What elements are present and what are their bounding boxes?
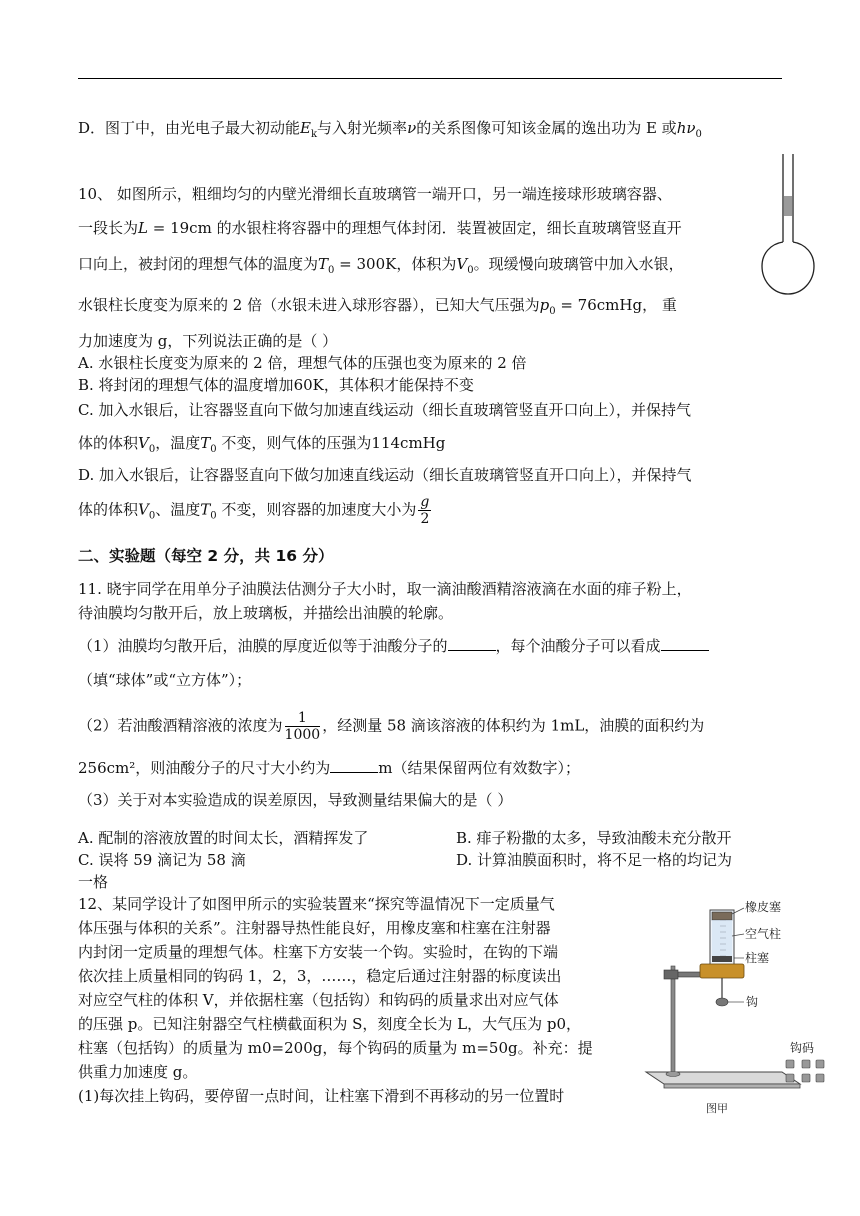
q10-option-d-line-2: 体的体积$V_0$、温度$T_0$ 不变，则容器的加速度大小为 $\frac{g}{2}$ (78, 494, 430, 527)
q11-option-a: A. 配制的溶液放置的时间太长，酒精挥发了 (78, 829, 369, 847)
q12-line-3: 内封闭一定质量的理想气体。柱塞下方安装一个钩。实验时，在钩的下端 (78, 943, 559, 961)
label-rubber-stopper: 橡皮塞 (745, 900, 782, 914)
q12-line-5: 对应空气柱的体积 V，并依据柱塞（包括钩）和钩码的质量求出对应气体 (78, 991, 559, 1009)
label-weights: 钩码 (790, 1041, 815, 1055)
q10-line-4: 水银柱长度变为原来的 2 倍（水银未进入球形容器），已知大气压强为$p_0$ = 76cmHg， 重 (78, 296, 677, 317)
q11-option-b: B. 痱子粉撒的太多，导致油酸未充分散开 (456, 829, 732, 847)
q11-option-c: C. 误将 59 滴记为 58 滴 (78, 851, 246, 869)
answer-blank[interactable] (661, 636, 709, 651)
q11-part-2: （2）若油酸酒精溶液的浓度为 $\frac{1}{1000}$ ，经测量 58 滴该溶液的体积约为 1mL，油膜的面积约为 (78, 710, 705, 743)
answer-blank[interactable] (448, 636, 496, 651)
label-hook: 钩 (746, 995, 759, 1009)
q11-part-2-cont: 256cm²，则油酸分子的尺寸大小约为 m（结果保留两位有效数字）； (78, 759, 581, 777)
q12-line-1: 12、某同学设计了如图甲所示的实验装置来“探究等温情况下一定质量气 (78, 895, 555, 913)
q12-line-7: 柱塞（包括钩）的质量为 m0=200g，每个钩码的质量为 m=50g。补充：提 (78, 1039, 593, 1057)
q12-line-4: 依次挂上质量相同的钩码 1，2，3，……，稳定后通过注射器的标度读出 (78, 967, 562, 985)
air-column (712, 920, 732, 956)
fraction-g-over-2: $\frac{g}{2}$ (420, 494, 430, 527)
stand-rod (671, 966, 675, 1074)
q10-tube-sphere-figure (756, 150, 816, 300)
q11-option-d: D. 计算油膜面积时，将不足一格的均记为 (456, 851, 733, 869)
q10-line-3: 口向上，被封闭的理想气体的温度为$T_0 = 300K$，体积为$V_0$。现缓慢向玻璃管中加入水银， (78, 255, 684, 276)
option-d-photoelectric: D．图丁中，由光电子最大初动能$E_k$与入射光频率ν的关系图像可知该金属的逸出功为 E 或$h\nu_0$ (78, 119, 702, 140)
q12-apparatus-figure (640, 892, 840, 1124)
q10-option-b: B. 将封闭的理想气体的温度增加60K，其体积才能保持不变 (78, 376, 474, 394)
q11-option-d-cont: 一格 (78, 873, 109, 891)
weights-icon (786, 1060, 824, 1082)
q12-line-8: 供重力加速度 g。 (78, 1063, 198, 1081)
q10-line-1: 10、 如图所示，粗细均匀的内壁光滑细长直玻璃管一端开口，另一端连接球形玻璃容器、 (78, 185, 672, 203)
q10-option-c-line-1: C. 加入水银后，让容器竖直向下做匀加速直线运动（细长直玻璃管竖直开口向上），并保持气 (78, 401, 691, 419)
fraction-1-over-1000: $\frac{1}{1000}$ (284, 710, 321, 743)
q11-part-1: （1）油膜均匀散开后，油膜的厚度近似等于油酸分子的 ，每个油酸分子可以看成 (78, 636, 709, 656)
label-plunger: 柱塞 (745, 951, 770, 965)
q11-line-1: 11. 晓宇同学在用单分子油膜法估测分子大小时，取一滴油酸酒精溶液滴在水面的痱子粉上， (78, 580, 692, 598)
rubber-stopper (712, 912, 732, 920)
figure-caption: 图甲 (706, 1102, 728, 1115)
q11-part-1-note: （填“球体”或“立方体”）； (78, 671, 252, 689)
q11-line-2: 待油膜均匀散开后，放上玻璃板，并描绘出油膜的轮廓。 (78, 604, 454, 622)
plunger (712, 956, 732, 962)
q10-option-a: A. 水银柱长度变为原来的 2 倍，理想气体的压强也变为原来的 2 倍 (78, 354, 527, 372)
header-rule (78, 78, 782, 79)
q10-option-c-line-2: 体的体积$V_0$，温度$T_0$ 不变，则气体的压强为114cmHg (78, 434, 446, 455)
section-title: 二、实验题（每空 2 分，共 16 分） (78, 547, 334, 565)
q12-line-2: 体压强与体积的关系”。注射器导热性能良好，用橡皮塞和柱塞在注射器 (78, 919, 551, 937)
q12-line-9: (1)每次挂上钩码，要停留一点时间，让柱塞下滑到不再移动的另一位置时 (78, 1087, 565, 1105)
q11-part-3: （3）关于对本实验造成的误差原因，导致测量结果偏大的是（ ） (78, 791, 513, 809)
mercury-column (784, 196, 792, 216)
hook-icon (716, 998, 728, 1006)
q10-option-d-line-1: D. 加入水银后，让容器竖直向下做匀加速直线运动（细长直玻璃管竖直开口向上），并保持气 (78, 466, 692, 484)
clamp-ring (700, 964, 744, 978)
label-air-column: 空气柱 (745, 927, 782, 941)
answer-blank[interactable] (330, 758, 378, 773)
q12-line-6: 的压强 p。已知注射器空气柱横截面积为 S，刻度全长为 L，大气压为 p0， (78, 1015, 582, 1033)
q10-line-5: 力加速度为 g，下列说法正确的是（ ） (78, 332, 338, 350)
q10-line-2: 一段长为L = 19cm 的水银柱将容器中的理想气体封闭．装置被固定，细长直玻璃管竖直开 (78, 219, 682, 237)
spherical-container (762, 242, 814, 294)
